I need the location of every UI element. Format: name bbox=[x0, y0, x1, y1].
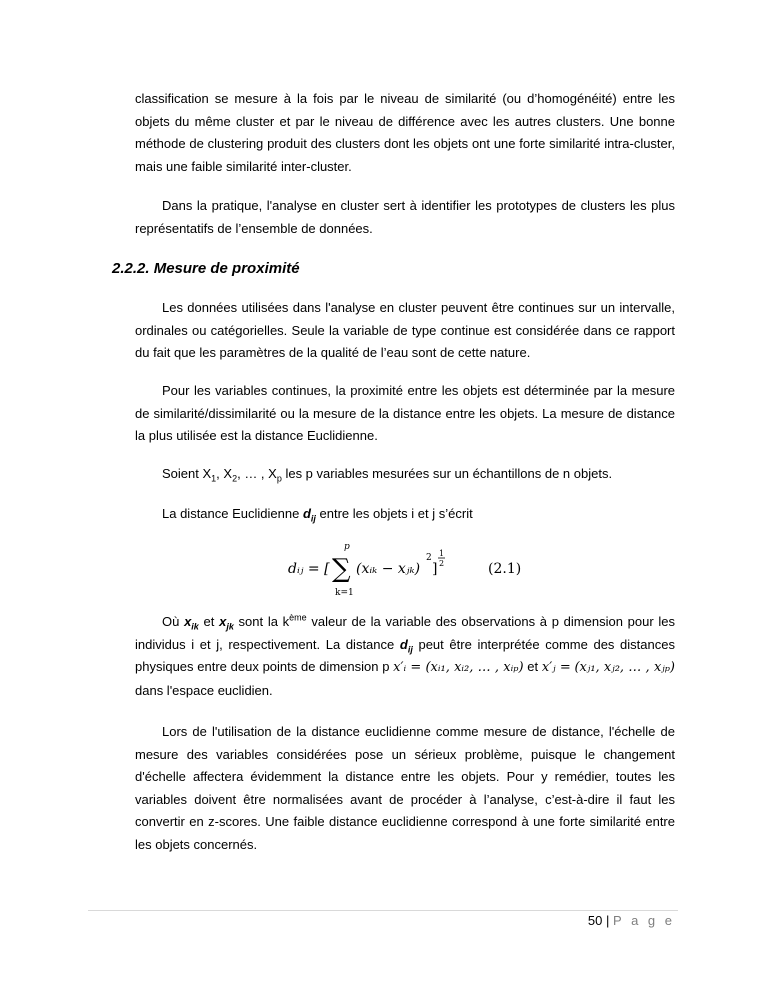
footer-divider bbox=[88, 910, 678, 911]
eq-exp2: 2 bbox=[426, 553, 432, 563]
ou-a: Où bbox=[162, 614, 185, 629]
symbol-ik: ik bbox=[191, 621, 199, 632]
page-number: 50 bbox=[587, 913, 603, 928]
eq-lhs: dᵢⱼ = [ bbox=[288, 561, 330, 577]
equation-svg bbox=[288, 540, 538, 600]
symbol-ij-bold: ij bbox=[310, 513, 316, 524]
distance-intro-a: La distance Euclidienne bbox=[162, 506, 303, 521]
symbol-x-jk: x bbox=[219, 614, 227, 629]
vector-xj-prime: x′ⱼ = bbox=[541, 660, 571, 675]
vector-xi-prime: x′ᵢ = (xᵢ₁, xᵢ₂, … , xᵢₚ) bbox=[393, 660, 524, 675]
symbol-d-ij: d bbox=[399, 636, 408, 652]
paragraph-donnees: Les données utilisées dans l'analyse en cluster peuvent être continues sur un intervalle, ordinales ou catégorielles. Seule la variable de type continue est considérée dans ce rapport du fait que les paramètres de la qualité de l’eau sont de cette nature. bbox=[135, 300, 675, 360]
page-word: P a g e bbox=[613, 913, 675, 928]
eq-half-den: 2 bbox=[439, 559, 445, 568]
page-footer bbox=[588, 912, 675, 930]
sub-2: 2 bbox=[232, 473, 238, 484]
section-heading: 2.2.2. Mesure de proximité bbox=[112, 260, 300, 277]
ou-b: et bbox=[198, 614, 220, 629]
ou-g: dans l'espace euclidien. bbox=[135, 682, 273, 698]
symbol-d-bold: d bbox=[302, 506, 311, 521]
vector-xj-values: (xⱼ₁, xⱼ₂, … , xⱼₚ) bbox=[574, 660, 675, 675]
eq-close: ] bbox=[432, 561, 438, 577]
sub-1: 1 bbox=[211, 473, 217, 484]
sep-2: , … , X bbox=[237, 466, 277, 481]
paragraph-soient bbox=[135, 463, 675, 486]
eq-sigma: ∑ bbox=[332, 554, 351, 584]
soient-text-a: Soient X bbox=[162, 466, 212, 481]
footer-separator: | bbox=[606, 913, 610, 928]
paragraph-pratique: Dans la pratique, l'analyse en cluster sert à identifier les prototypes de clusters les plus représentatifs de l’ensemble de données. bbox=[135, 198, 675, 236]
symbol-d-ij-sub: ij bbox=[407, 644, 413, 655]
eq-half-num: 1 bbox=[439, 549, 445, 558]
ou-d: valeur de la variable des observations à p dimension pour les individus i et j, respectivement. La distance bbox=[135, 614, 675, 652]
eq-sum-lower: k=1 bbox=[335, 588, 354, 598]
distance-intro-b: entre les objets i et j s’écrit bbox=[315, 506, 473, 521]
paragraph-normalisation: Lors de l'utilisation de la distance euclidienne comme mesure de distance, l'échelle de mesure des variables considérées pose un sérieux problème, puisque le changement d'échelle affectera évidemment la distance entre les objets. Pour y remédier, toutes les variables doivent être normalisées avant de procéder à l’analyse, c’est-à-dire il faut les convertir en z-scores. Une faible distance euclidienne correspond à une forte similarité entre les objets concernés. bbox=[135, 724, 675, 852]
paragraph-classification: classification se mesure à la fois par le niveau de similarité (ou d’homogénéité) entre les objets du même cluster et par le niveau de différence avec les autres clusters. Une bonne méthode de clustering produit des clusters dont les objets ont une forte similarité intra-cluster, mais une faible similarité inter-cluster. bbox=[135, 91, 675, 174]
symbol-jk: jk bbox=[226, 621, 234, 632]
ou-c: sont la k bbox=[233, 614, 290, 629]
soient-text-b: les p variables mesurées sur un échantillons de n objets. bbox=[281, 466, 613, 481]
ou-e: peut être interprétée comme des distances physiques entre deux points de dimension p bbox=[135, 636, 675, 674]
paragraph-distance-intro bbox=[135, 503, 675, 526]
equation-2-1 bbox=[288, 540, 538, 600]
eq-number: (2.1) bbox=[488, 561, 522, 577]
symbol-x-ik: x bbox=[184, 614, 192, 629]
eq-sum-upper: p bbox=[344, 542, 350, 552]
eq-body: (xᵢₖ − xⱼₖ) bbox=[356, 561, 421, 577]
ou-f: et bbox=[523, 659, 542, 674]
symbol-eme: ème bbox=[289, 612, 307, 623]
paragraph-variables-continues: Pour les variables continues, la proximité entre les objets est déterminée par la mesure de similarité/dissimilarité ou la mesure de la distance entre les objets. La mesure de distance la plus utilisée est la distance Euclidienne. bbox=[135, 383, 675, 443]
sub-p: p bbox=[276, 473, 282, 484]
sep-1: , X bbox=[216, 466, 233, 481]
paragraph-ou bbox=[135, 611, 675, 702]
